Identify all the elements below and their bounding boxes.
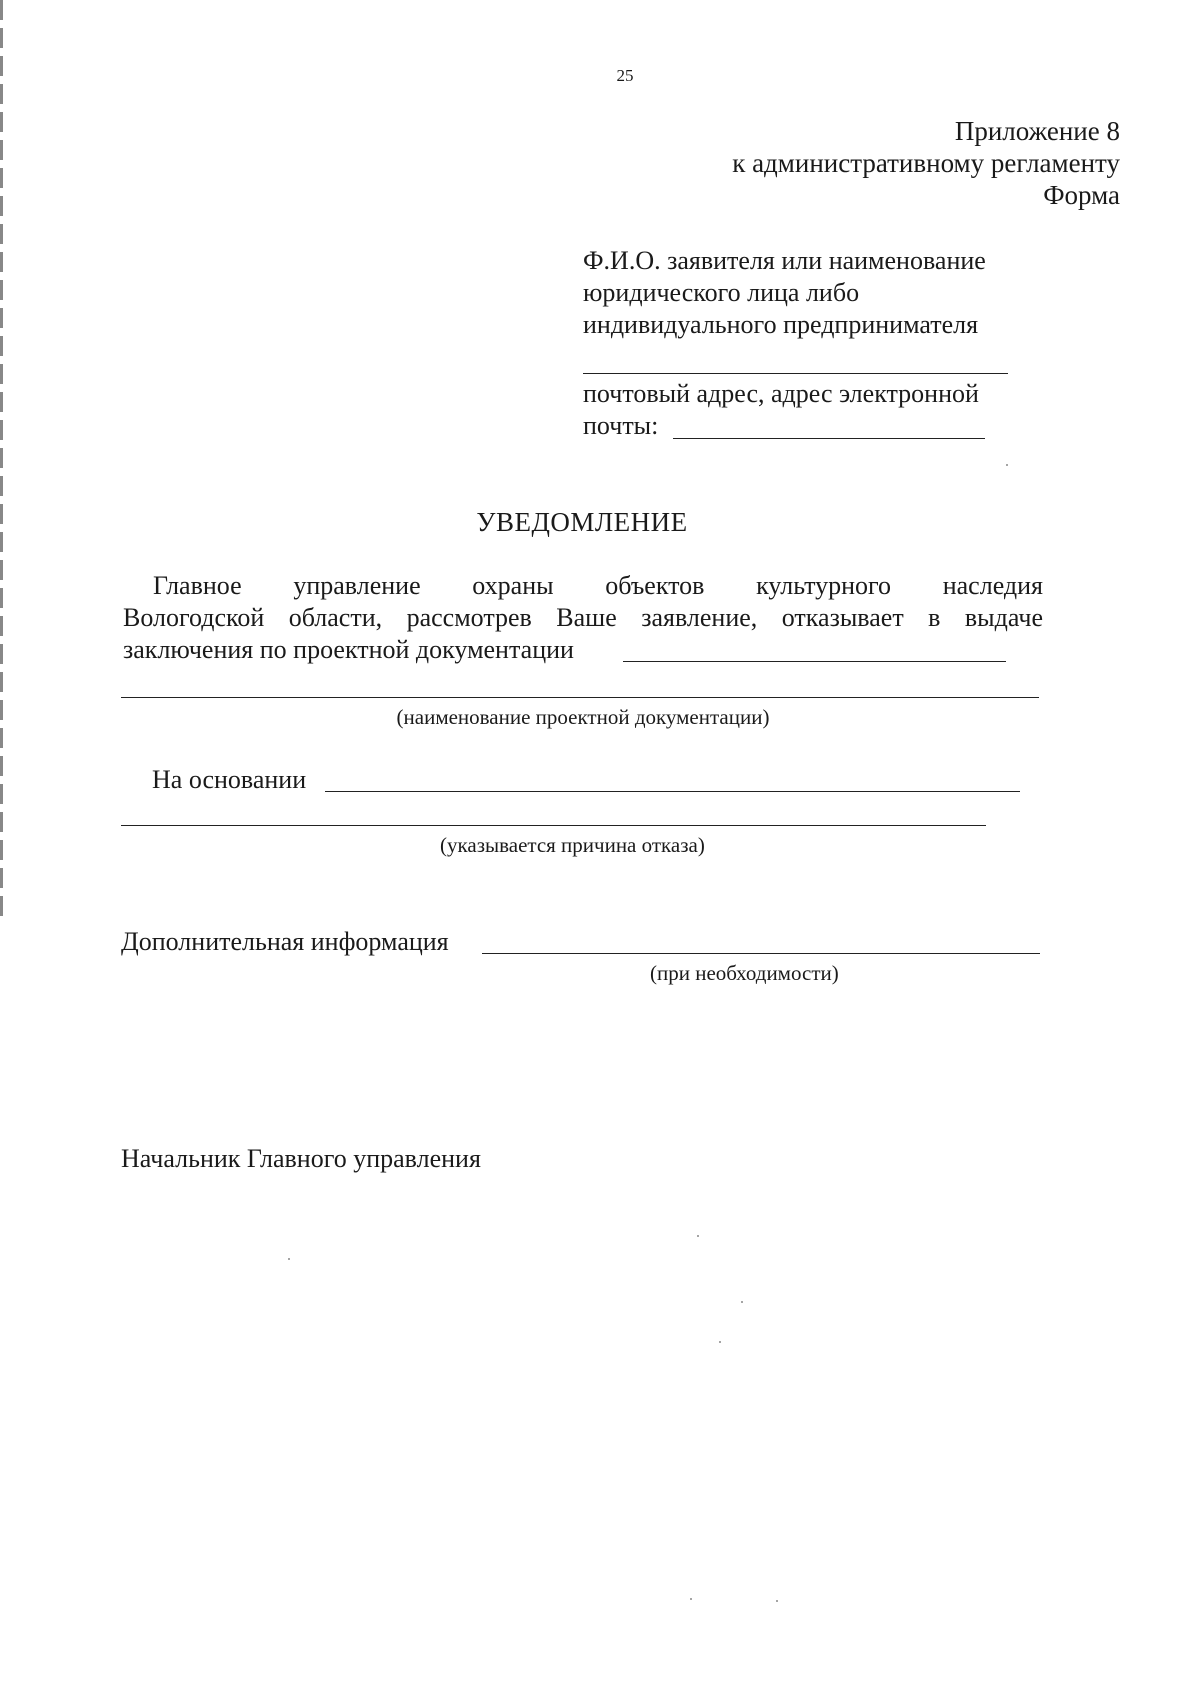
address-label-2: почты: <box>583 411 659 440</box>
additional-info-label: Дополнительная информация <box>121 927 449 956</box>
signature-title: Начальник Главного управления <box>121 1144 481 1173</box>
page-number: 25 <box>616 66 634 85</box>
form-label: Форма <box>1043 180 1120 210</box>
scan-speck <box>1006 464 1008 466</box>
basis-label: На основании <box>152 765 307 794</box>
scan-speck <box>288 1258 290 1260</box>
body-line-3: заключения по проектной документации <box>123 635 574 664</box>
applicant-block <box>583 245 986 341</box>
basis-field-1[interactable] <box>325 791 1020 792</box>
appendix-number: Приложение 8 <box>954 116 1120 146</box>
project-doc-caption: (наименование проектной документации) <box>396 705 770 729</box>
project-doc-field-1[interactable] <box>623 661 1006 662</box>
appendix-header <box>732 115 1120 211</box>
project-doc-field-2[interactable] <box>121 697 1039 698</box>
applicant-name-label-2: юридического лица либо <box>583 278 860 307</box>
basis-field-2[interactable] <box>121 825 986 826</box>
refusal-reason-caption: (указывается причина отказа) <box>440 833 705 857</box>
scan-speck <box>697 1235 699 1237</box>
address-label-1: почтовый адрес, адрес электронной <box>583 379 979 408</box>
scan-speck <box>690 1598 692 1600</box>
additional-info-field[interactable] <box>482 953 1040 954</box>
applicant-name-label-1: Ф.И.О. заявителя или наименование <box>583 246 986 275</box>
body-line-1: Главное управление охраны объектов культурного наследия <box>153 571 1043 600</box>
scan-edge <box>0 0 3 920</box>
applicant-name-label-3: индивидуального предпринимателя <box>583 310 979 339</box>
scan-speck <box>776 1600 778 1602</box>
address-field[interactable] <box>673 438 985 439</box>
notice-body <box>123 570 1043 666</box>
applicant-name-field[interactable] <box>583 373 1008 374</box>
appendix-reference: к административному регламенту <box>732 148 1120 178</box>
applicant-address-block <box>583 378 979 442</box>
scan-speck <box>719 1341 721 1343</box>
document-title: УВЕДОМЛЕНИЕ <box>476 507 688 537</box>
if-needed-caption: (при необходимости) <box>650 961 839 985</box>
body-line-2: Вологодской области, рассмотрев Ваше заявление, отказывает в выдаче <box>123 603 1043 632</box>
scan-speck <box>741 1301 743 1303</box>
